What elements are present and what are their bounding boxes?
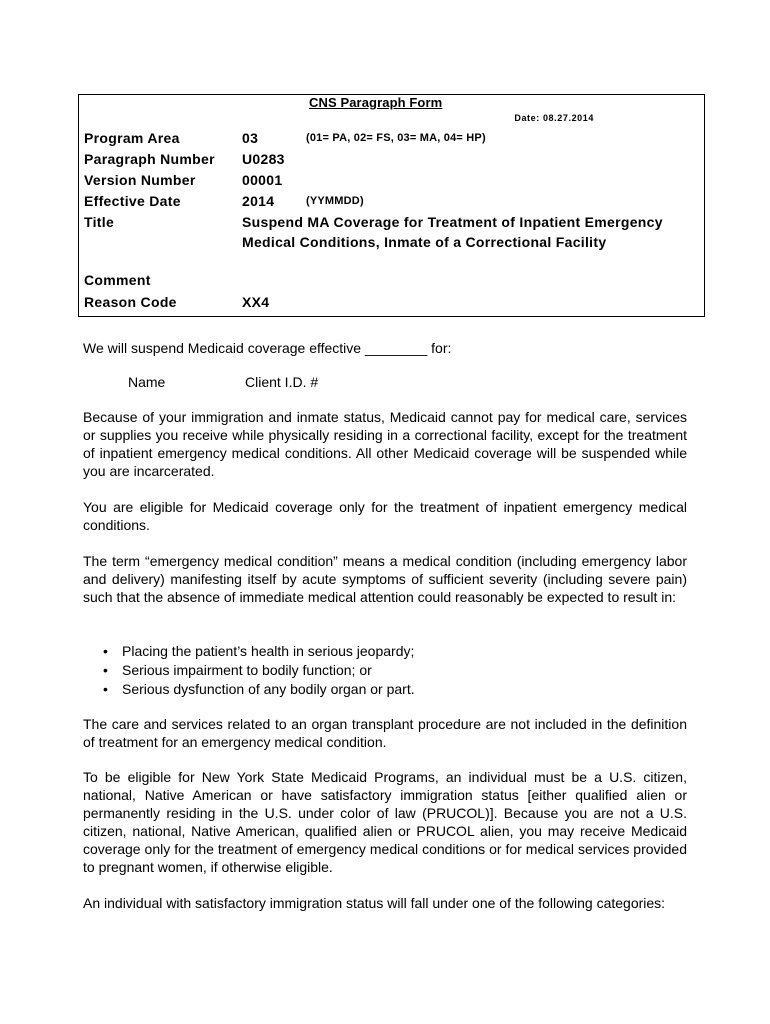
paragraph-number-label: Paragraph Number: [84, 151, 215, 167]
list-item-text: Serious impairment to bodily function; or: [122, 662, 372, 678]
list-item-text: Serious dysfunction of any bodily organ or part.: [122, 681, 415, 697]
paragraph-4-text: The care and services related to an organ transplant procedure are not included in the definition of treatment for an emergency medical condition.: [83, 716, 687, 750]
comment-label: Comment: [84, 272, 151, 288]
reason-code-label: Reason Code: [84, 294, 177, 310]
client-id-label: Client I.D. #: [245, 374, 319, 390]
paragraph-2: [83, 498, 687, 534]
paragraph-5: [83, 768, 687, 876]
paragraph-1-text: Because of your immigration and inmate status, Medicaid cannot pay for medical care, services or supplies you receive while physically residing in a correctional facility, except for the treatment of inpatient emergency medical conditions. All other Medicaid coverage will be suspended while you are incarcerated.: [83, 409, 687, 479]
list-item: [100, 661, 415, 680]
program-area-label: Program Area: [84, 130, 180, 146]
list-item-text: Placing the patient’s health in serious jeopardy;: [122, 643, 415, 659]
name-label: Name: [128, 374, 166, 390]
intro-text: We will suspend Medicaid coverage effective ________ for:: [83, 340, 452, 356]
condition-bullet-list: [100, 642, 415, 699]
paragraph-6-text: An individual with satisfactory immigration status will fall under one of the following categories:: [83, 895, 666, 911]
list-item: [100, 642, 415, 661]
bullet-icon: •: [103, 681, 108, 697]
version-number-value: 00001: [242, 172, 283, 188]
version-number-label: Version Number: [84, 172, 196, 188]
form-title: CNS Paragraph Form: [309, 95, 443, 110]
effective-date-label: Effective Date: [84, 193, 181, 209]
bullet-icon: •: [103, 662, 108, 678]
bullet-icon: •: [103, 643, 108, 659]
effective-date-value: 2014: [242, 193, 275, 209]
paragraph-6: [83, 894, 687, 912]
title-label: Title: [84, 214, 115, 230]
paragraph-3-text: The term “emergency medical condition” means a medical condition (including emergency labor and delivery) manifesting itself by acute symptoms of sufficient severity (including severe pain) such that the absence of immediate medical attention could reasonably be expected to result in:: [83, 553, 687, 605]
effective-date-note: (YYMMDD): [306, 195, 364, 207]
paragraph-2-text: You are eligible for Medicaid coverage only for the treatment of inpatient emergency medical conditions.: [83, 499, 687, 533]
title-value: Suspend MA Coverage for Treatment of Inpatient Emergency Medical Conditions, Inmate of a Correctional Facility: [242, 214, 663, 250]
paragraph-3: [83, 552, 687, 606]
paragraph-number-value: U0283: [242, 151, 285, 167]
cns-form-header: [78, 94, 705, 317]
reason-code-value: XX4: [242, 294, 270, 310]
program-area-value: 03: [242, 130, 259, 146]
paragraph-1: [83, 408, 687, 480]
form-date: Date: 08.27.2014: [514, 113, 594, 123]
paragraph-4: [83, 715, 687, 751]
paragraph-5-text: To be eligible for New York State Medicaid Programs, an individual must be a U.S. citizen, national, Native American or have satisfactory immigration status [either qualified alien or permanently residing in the U.S. under color of law (PRUCOL)]. Because you are not a U.S. citizen, national, Native American, qualified alien or PRUCOL alien, you may receive Medicaid coverage only for the treatment of emergency medical conditions or for medical services provided to pregnant women, if otherwise eligible.: [83, 769, 687, 875]
program-area-note: (01= PA, 02= FS, 03= MA, 04= HP): [306, 132, 486, 144]
intro-line: [83, 339, 687, 357]
list-item: [100, 680, 415, 699]
